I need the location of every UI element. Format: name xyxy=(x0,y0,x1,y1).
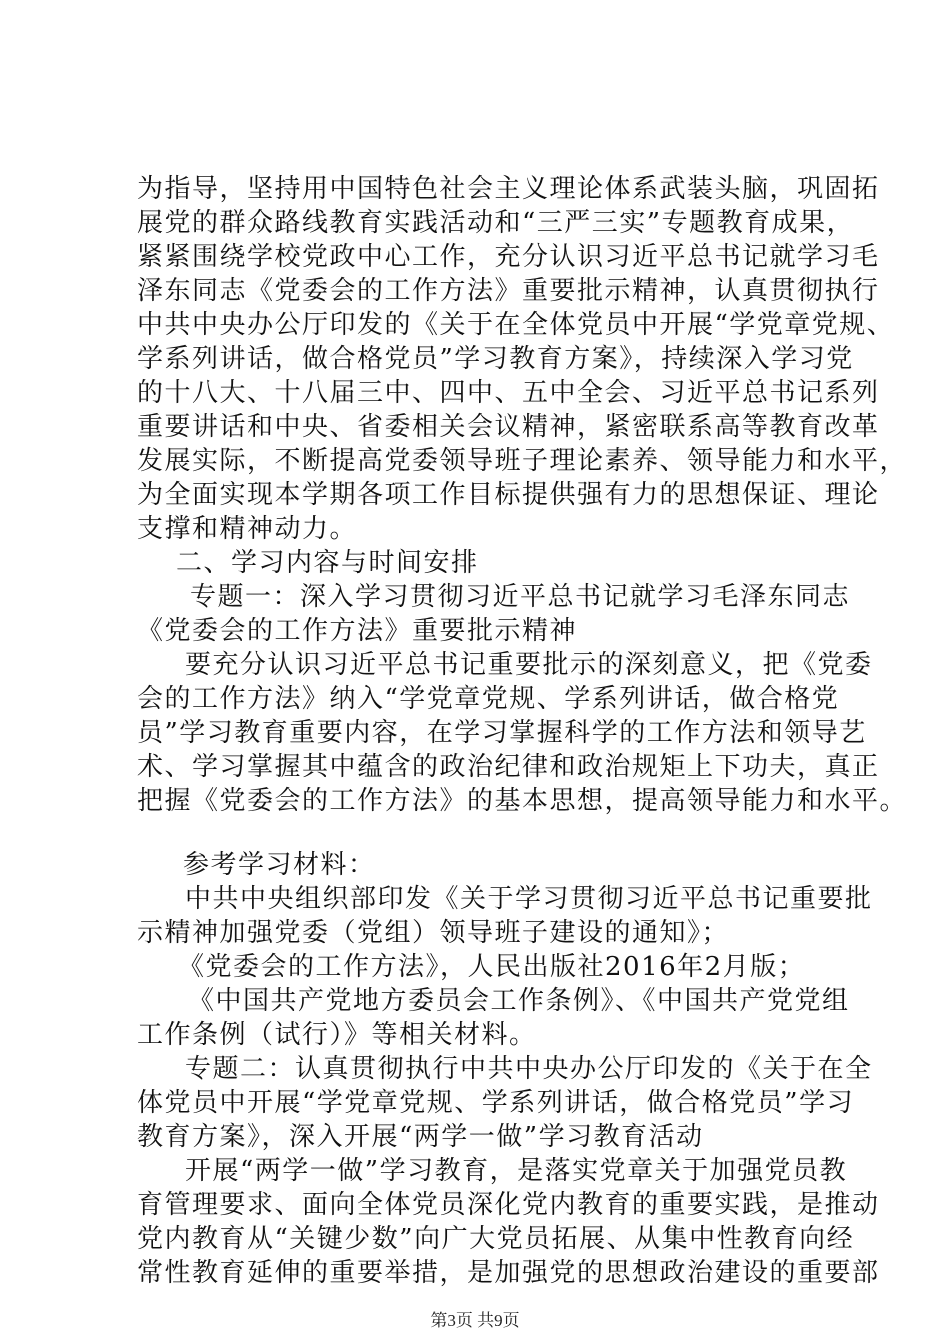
reference-heading: 参考学习材料： xyxy=(183,850,376,880)
topic-heading: 专题二：认真贯彻执行中共中央办公厅印发的《关于在全 xyxy=(185,1054,873,1084)
body-text-line: 要充分认识习近平总书记重要批示的深刻意义，把《党委 xyxy=(185,650,873,680)
topic-heading: 《党委会的工作方法》重要批示精神 xyxy=(137,616,578,646)
reference-item: 《中国共产党地方委员会工作条例》、《中国共产党党组 xyxy=(188,986,850,1016)
reference-item: 示精神加强党委（党组）领导班子建设的通知》； xyxy=(137,918,730,948)
reference-item: 工作条例（试行）》等相关材料。 xyxy=(137,1020,537,1050)
reference-item: 《党委会的工作方法》，人民出版社2016年2月版； xyxy=(178,952,806,982)
body-text-line: 常性教育延伸的重要举措，是加强党的思想政治建设的重要部 xyxy=(137,1258,880,1288)
body-text-line: 党内教育从“关键少数”向广大党员拓展、从集中性教育向经 xyxy=(137,1224,855,1254)
body-text-line: 开展“两学一做”学习教育，是落实党章关于加强党员教 xyxy=(185,1156,848,1186)
body-text-line: 把握《党委会的工作方法》的基本思想，提高领导能力和水平。 xyxy=(137,786,908,816)
topic-heading: 教育方案》，深入开展“两学一做”学习教育活动 xyxy=(137,1122,704,1152)
reference-item: 中共中央组织部印发《关于学习贯彻习近平总书记重要批 xyxy=(185,884,873,914)
page-footer: 第3页 共9页 xyxy=(430,1311,520,1330)
body-text-line: 展党的群众路线教育实践活动和“三严三实”专题教育成果， xyxy=(137,208,855,238)
body-text-line: 泽东同志《党委会的工作方法》重要批示精神，认真贯彻执行 xyxy=(137,276,880,306)
body-text-line: 学系列讲话，做合格党员”学习教育方案》，持续深入学习党 xyxy=(137,344,854,374)
body-text-line: 为指导，坚持用中国特色社会主义理论体系武装头脑，巩固拓 xyxy=(137,174,880,204)
body-text-line: 术、学习掌握其中蕴含的政治纪律和政治规矩上下功夫，真正 xyxy=(137,752,880,782)
body-text-line: 发展实际，不断提高党委领导班子理论素养、领导能力和水平， xyxy=(137,446,908,476)
body-text-line: 会的工作方法》纳入“学党章党规、学系列讲话，做合格党 xyxy=(137,684,840,714)
body-text-line: 中共中央办公厅印发的《关于在全体党员中开展“学党章党规、 xyxy=(137,310,895,340)
body-text-line: 为全面实现本学期各项工作目标提供强有力的思想保证、理论 xyxy=(137,480,880,510)
section-heading: 二、学习内容与时间安排 xyxy=(176,548,479,578)
body-text-line: 支撑和精神动力。 xyxy=(137,514,358,544)
body-text-line: 员”学习教育重要内容，在学习掌握科学的工作方法和领导艺 xyxy=(137,718,867,748)
body-text-line: 育管理要求、面向全体党员深化党内教育的重要实践，是推动 xyxy=(137,1190,880,1220)
body-text-line: 的十八大、十八届三中、四中、五中全会、习近平总书记系列 xyxy=(137,378,880,408)
topic-heading: 体党员中开展“学党章党规、学系列讲话，做合格党员”学习 xyxy=(137,1088,855,1118)
body-text-line: 重要讲话和中央、省委相关会议精神，紧密联系高等教育改革 xyxy=(137,412,880,442)
topic-heading: 专题一：深入学习贯彻习近平总书记就学习毛泽东同志 xyxy=(190,582,851,612)
body-text-line: 紧紧围绕学校党政中心工作，充分认识习近平总书记就学习毛 xyxy=(137,242,880,272)
